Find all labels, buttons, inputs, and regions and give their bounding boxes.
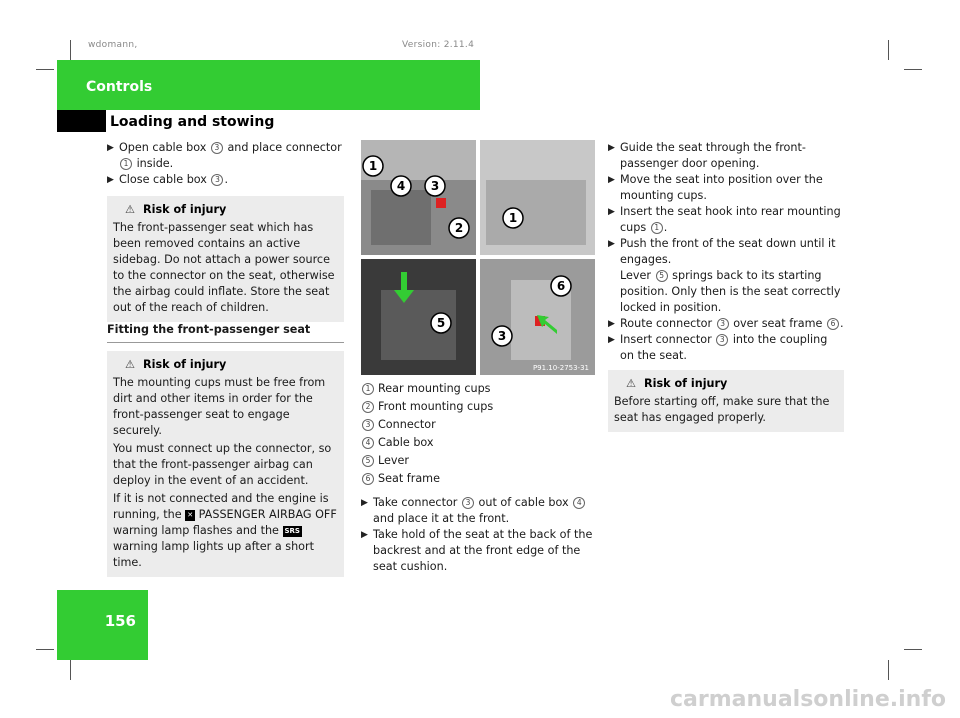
divider [107,342,344,343]
warning-text: You must connect up the connector, so that the front-passenger airbag can deploy in the event of an accident. [113,442,332,487]
callout-label: 2 [454,221,464,235]
warning-title: ⚠ Risk of injury [125,358,227,371]
crop-mark [70,660,71,680]
arrow-icon: ▶ [608,335,615,345]
step: ▶ Route connector 3 over seat frame 6 . [608,317,844,330]
warning-text: Before starting off, make sure that the seat has engaged properly. [614,395,830,424]
warning-box [608,370,844,432]
seat-mounting-photo [361,140,595,375]
legend [361,381,596,487]
step: ▶ Open cable box 3 and place connector 1 inside. [107,141,342,170]
figure-code: P91.10-2753-31 [532,364,589,372]
legend-item: 2 Front mounting cups [361,399,596,415]
crop-mark [36,69,54,70]
warning-triangle-icon: ⚠ [125,358,136,371]
crop-mark [70,40,71,60]
arrow-icon: ▶ [361,498,368,508]
print-meta-right: Version: 2.11.4 [402,40,475,50]
column-3 [608,140,844,432]
callout-label: 5 [436,316,446,330]
callout-label: 3 [497,329,507,343]
srs-icon: SRS [284,527,300,535]
warning-text: If it is not connected and the engine is running, the ✕ PASSENGER AIRBAG OFF warning lamp flashes and the SRS warning lamp lights up after a short time. [113,492,337,569]
step: ▶ Insert the seat hook into rear mounting cups 1 . [608,205,841,234]
page-title: Loading and stowing [110,114,275,130]
arrow-icon: ▶ [361,530,368,540]
warning-box [107,196,344,322]
arrow-icon: ▶ [608,319,615,329]
step: ▶ Close cable box 3 . [107,173,229,186]
legend-item: 3 Connector [361,417,596,433]
arrow-icon: ▶ [608,239,615,249]
callout-label: 6 [556,279,566,293]
legend-item: 1 Rear mounting cups [361,381,596,397]
arrow-icon: ▶ [107,143,114,153]
arrow-icon: ▶ [608,175,615,185]
warning-title: ⚠ Risk of injury [626,377,728,390]
arrow-icon: ▶ [608,207,615,217]
column-1 [107,140,344,577]
warning-title: ⚠ Risk of injury [125,203,227,216]
callout-label: 1 [368,159,378,173]
header-tab [57,110,106,132]
column-2 [361,381,596,575]
callout-label: 4 [396,179,406,193]
watermark-url: carmanualsonline.info [670,687,946,712]
arrow-icon: ▶ [107,175,114,185]
warning-triangle-icon: ⚠ [125,203,136,216]
step: ▶ Move the seat into position over the mounting cups. [608,173,823,202]
section-heading: Fitting the front-passenger seat [107,323,311,336]
warning-box [107,351,344,577]
crop-mark [904,649,922,650]
step: ▶ Push the front of the seat down until it engages. Lever 5 springs back to its starting position. Only then is the seat correctly locked in position. [608,237,841,314]
legend-item: 4 Cable box [361,435,596,451]
crop-mark [888,40,889,60]
print-meta-left: wdomann, [88,40,138,50]
page-number: 156 [104,612,136,630]
legend-item: 6 Seat frame [361,471,596,487]
warning-triangle-icon: ⚠ [626,377,637,390]
legend-item: 5 Lever [361,453,596,469]
warning-text: The mounting cups must be free from dirt and other items in order for the front-passenger seat to engage securely. [113,376,326,437]
step: ▶ Take connector 3 out of cable box 4 and place it at the front. [361,495,596,527]
arrow-icon: ▶ [608,143,615,153]
step: ▶ Guide the seat through the front-passenger door opening. [608,141,806,170]
callout-label: 1 [508,211,518,225]
crop-mark [888,660,889,680]
section-title: Controls [86,79,153,95]
airbag-off-icon: ✕ [187,511,194,519]
warning-text: The front-passenger seat which has been removed contains an active sidebag. Do not attach a power source to the connector on the seat, otherwise the airbag could inflate. Store the seat out of the reach of children. [113,221,335,314]
callout-label: 3 [430,179,440,193]
page-number-box [57,590,148,660]
step: ▶ Take hold of the seat at the back of the backrest and at the front edge of the seat cushion. [361,528,593,573]
step: ▶ Insert connector 3 into the coupling on the seat. [608,333,828,362]
crop-mark [36,649,54,650]
crop-mark [904,69,922,70]
